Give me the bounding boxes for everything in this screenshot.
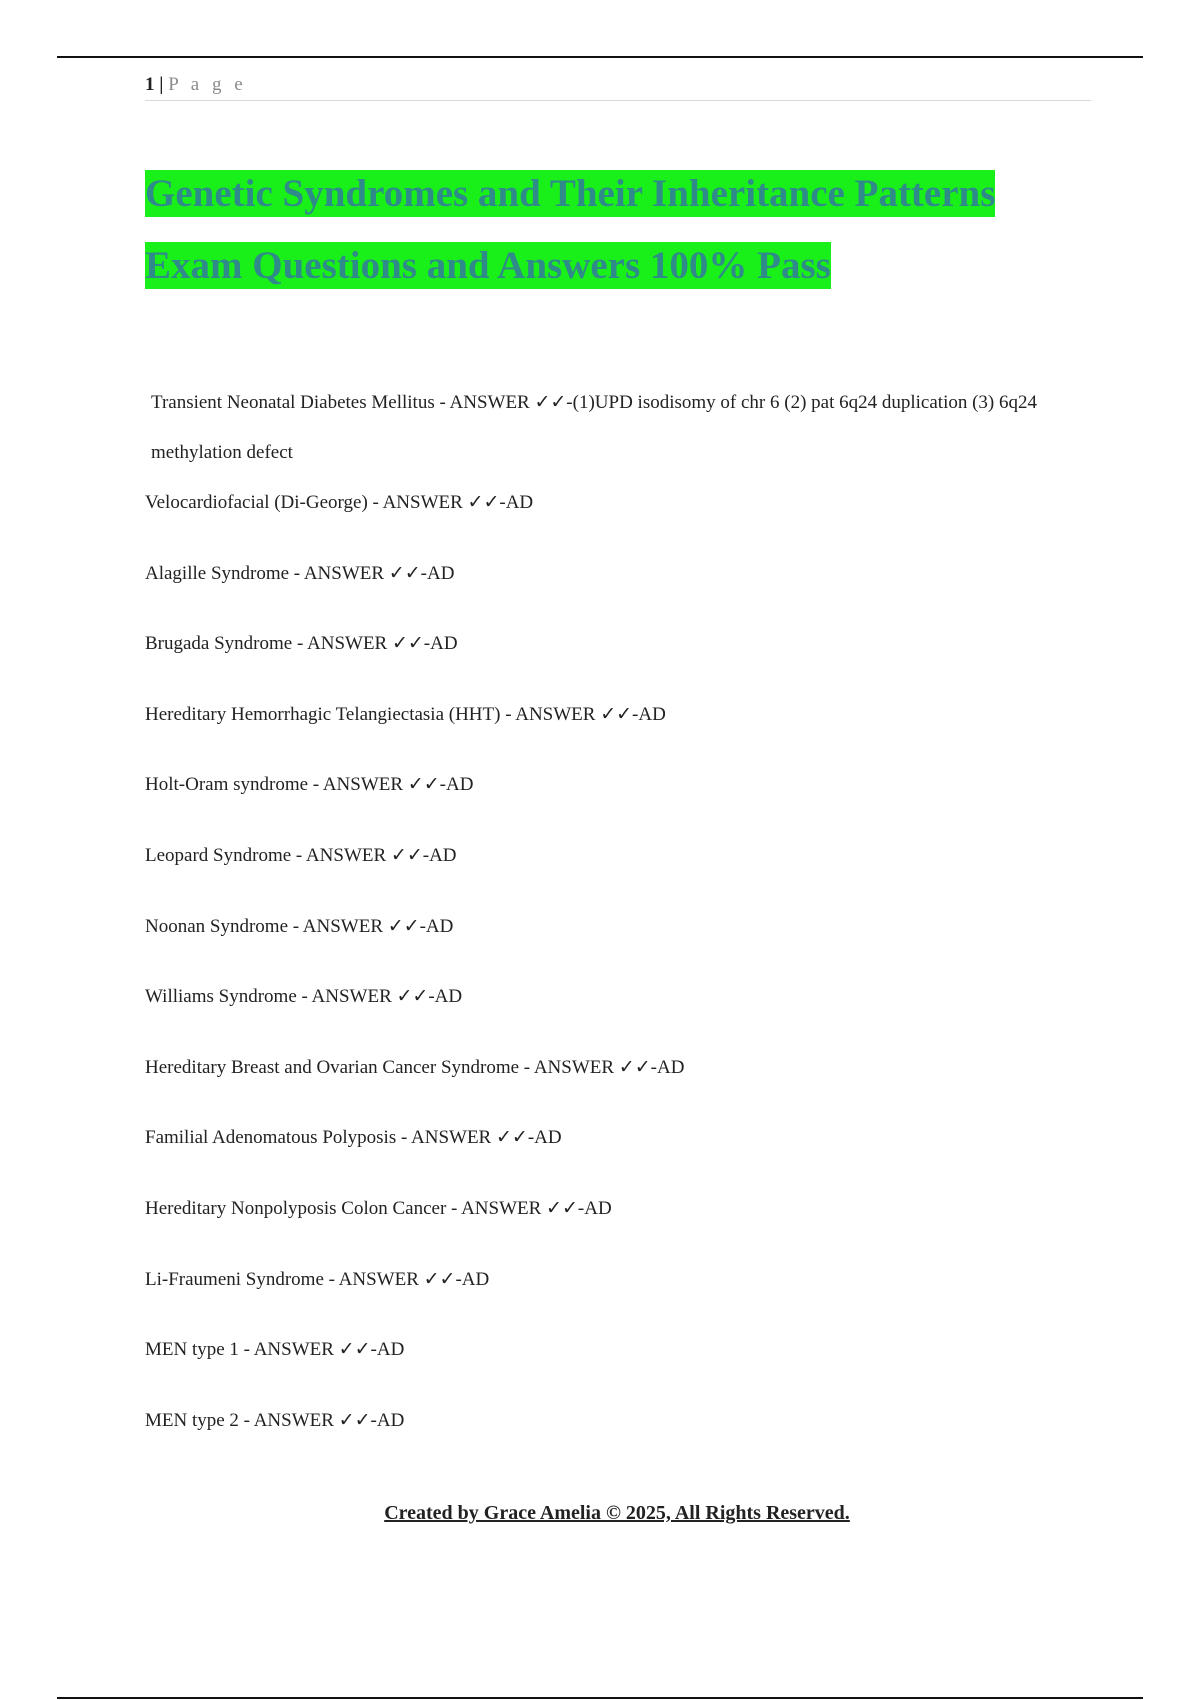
page-header xyxy=(145,72,1091,101)
qa-item: Li-Fraumeni Syndrome - ANSWER ✓✓-AD xyxy=(145,1268,490,1290)
qa-item: Williams Syndrome - ANSWER ✓✓-AD xyxy=(145,986,463,1008)
qa-item: Hereditary Nonpolyposis Colon Cancer - ANSWER ✓✓-AD xyxy=(145,1197,612,1219)
page-word: P a g e xyxy=(168,74,247,95)
title-line-1: Genetic Syndromes and Their Inheritance Patterns xyxy=(145,172,996,215)
qa-item: Holt-Oram syndrome - ANSWER ✓✓-AD xyxy=(145,774,474,796)
qa-item: Leopard Syndrome - ANSWER ✓✓-AD xyxy=(145,844,457,866)
page-number: 1 xyxy=(145,74,155,95)
bottom-rule xyxy=(57,1697,1143,1699)
qa-item: Velocardiofacial (Di-George) - ANSWER ✓✓-AD xyxy=(145,492,534,513)
page-separator: | xyxy=(159,74,164,95)
qa-item: Familial Adenomatous Polyposis - ANSWER ✓✓-AD xyxy=(145,1127,562,1149)
qa-item: Transient Neonatal Diabetes Mellitus - ANSWER ✓✓-(1)UPD isodisomy of chr 6 (2) pat 6q24 duplication (3) 6q24 methylation defect xyxy=(151,392,1038,463)
qa-item: Noonan Syndrome - ANSWER ✓✓-AD xyxy=(145,915,454,937)
top-rule xyxy=(57,56,1143,58)
qa-item: MEN type 2 - ANSWER ✓✓-AD xyxy=(145,1409,405,1431)
qa-list xyxy=(145,378,1091,1480)
qa-item: Hereditary Breast and Ovarian Cancer Syndrome - ANSWER ✓✓-AD xyxy=(145,1056,685,1078)
document-title xyxy=(145,158,1105,302)
qa-item: Hereditary Hemorrhagic Telangiectasia (HHT) - ANSWER ✓✓-AD xyxy=(145,703,666,725)
qa-item: Alagille Syndrome - ANSWER ✓✓-AD xyxy=(145,562,455,584)
qa-item: Brugada Syndrome - ANSWER ✓✓-AD xyxy=(145,633,458,655)
title-line-2: Exam Questions and Answers 100% Pass xyxy=(145,244,831,287)
qa-item: MEN type 1 - ANSWER ✓✓-AD xyxy=(145,1339,405,1361)
footer-credit: Created by Grace Amelia © 2025, All Rights Reserved. xyxy=(384,1502,850,1524)
